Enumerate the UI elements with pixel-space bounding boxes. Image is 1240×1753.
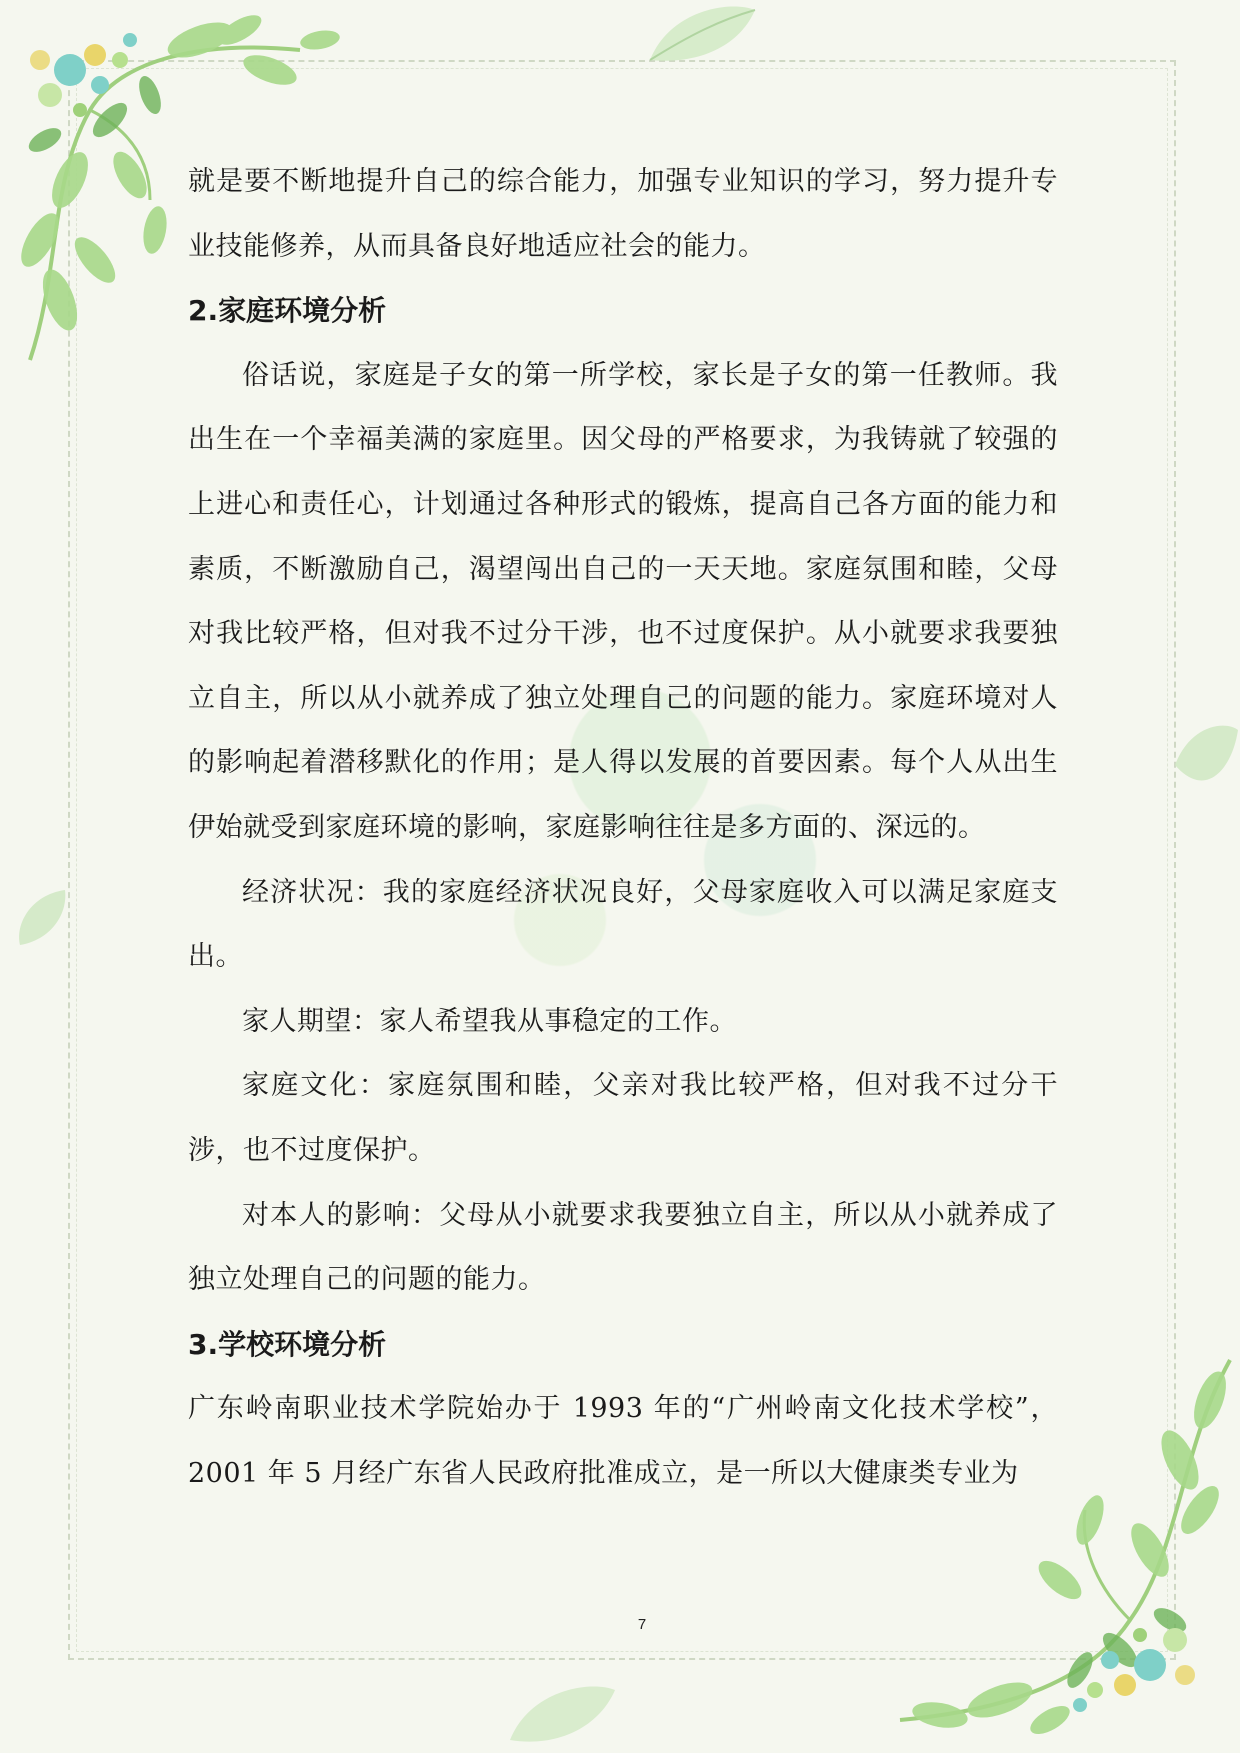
paragraph-family-expectation: 家人期望：家人希望我从事稳定的工作。: [242, 1005, 737, 1037]
document-body: [188, 150, 1058, 1506]
paragraph-personal-influence: 对本人的影响：父母从小就要求我要独立自主，所以从小就养成了独立处理自己的问题的能力。: [188, 1199, 1058, 1296]
leaf-left-edge-icon: [10, 880, 70, 950]
paragraph-career-ability: 就是要不断地提升自己的综合能力，加强专业知识的学习，努力提升专业技能修养，从而具备良好地适应社会的能力。: [188, 166, 1058, 262]
leaf-top-center-icon: [640, 0, 760, 70]
paragraph-economic-status: 经济状况：我的家庭经济状况良好，父母家庭收入可以满足家庭支出。: [188, 876, 1058, 973]
paragraph-family-description: 俗话说，家庭是子女的第一所学校，家长是子女的第一任教师。我出生在一个幸福美满的家庭里。因父母的严格要求，为我铸就了较强的上进心和责任心，计划通过各种形式的锻炼，提高自己各方面的能力和素质，不断激励自己，渴望闯出自己的一天天地。家庭氛围和睦，父母对我比较严格，但对我不过分干涉，也不过度保护。从小就要求我要独立自主，所以从小就养成了独立处理自己的问题的能力。家庭环境对人的影响起着潜移默化的作用；是人得以发展的首要因素。每个人从出生伊始就受到家庭环境的影响，家庭影响往往是多方面的、深远的。: [188, 359, 1058, 843]
leaf-bottom-center-icon: [500, 1670, 620, 1750]
page-number: 7: [637, 1616, 647, 1633]
heading-family-environment: 2.家庭环境分析: [188, 294, 387, 328]
leaf-right-edge-icon: [1170, 720, 1240, 810]
heading-school-environment: 3.学校环境分析: [188, 1327, 387, 1361]
paragraph-family-culture: 家庭文化：家庭氛围和睦，父亲对我比较严格，但对我不过分干涉，也不过度保护。: [188, 1070, 1058, 1166]
paragraph-school-description: 广东岭南职业技术学院始办于 1993 年的“广州岭南文化技术学校”，2001 年 5 月经广东省人民政府批准成立，是一所以大健康类专业为: [188, 1393, 1058, 1489]
